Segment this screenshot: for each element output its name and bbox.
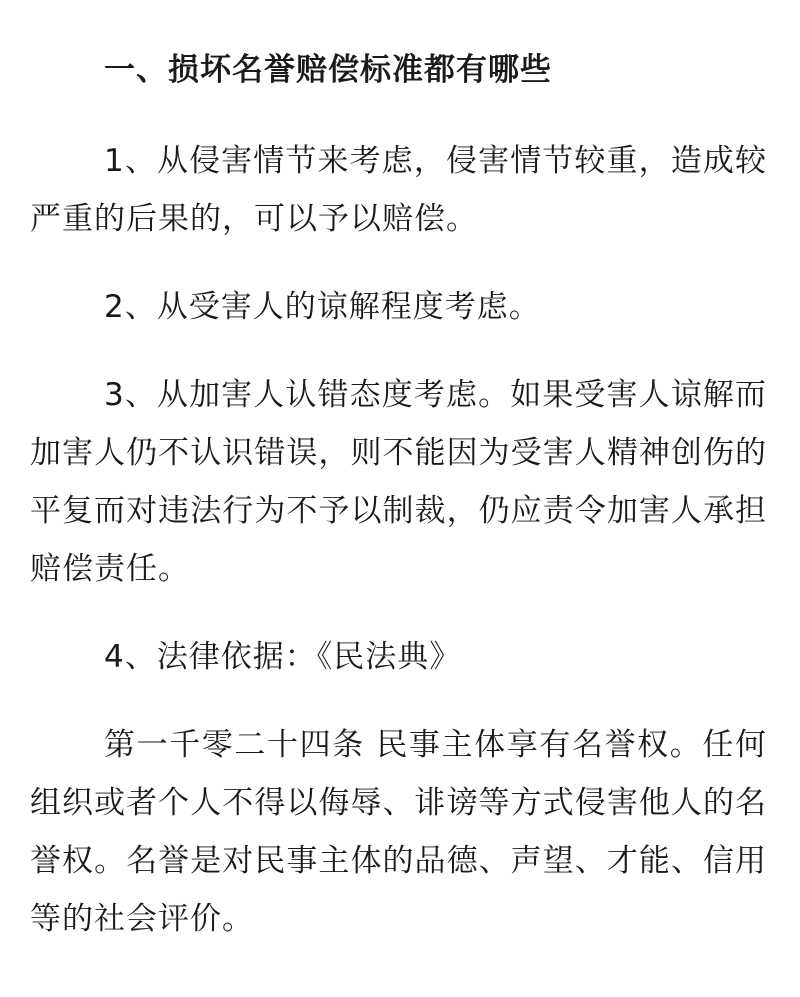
paragraph-victim-forgiveness: 2、从受害人的谅解程度考虑。 — [104, 289, 541, 325]
paragraph-legal-basis: 4、法律依据：《民法典》 — [104, 639, 462, 675]
paragraph-consideration-circumstances: 1、从侵害情节来考虑，侵害情节较重，造成较严重的后果的，可以予以赔偿。 — [30, 143, 767, 237]
paragraph-offender-attitude: 3、从加害人认错态度考虑。如果受害人谅解而加害人仍不认识错误，则不能因为受害人精神创伤的平复而对违法行为不予以制裁，仍应责令加害人承担赔偿责任。 — [30, 377, 767, 587]
paragraph-article-1024: 第一千零二十四条 民事主体享有名誉权。任何组织或者个人不得以侮辱、诽谤等方式侵害他人的名誉权。名誉是对民事主体的品德、声望、才能、信用等的社会评价。 — [30, 727, 767, 937]
article-heading: 一、损坏名誉赔偿标准都有哪些 — [104, 52, 552, 88]
